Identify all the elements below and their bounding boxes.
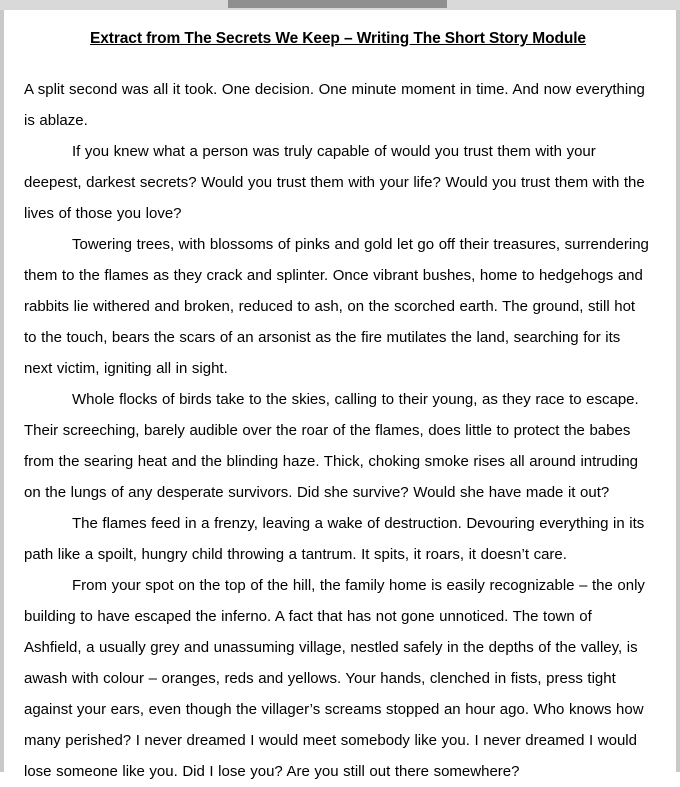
paragraph-5: The flames feed in a frenzy, leaving a wake of destruction. Devouring everything in its path like a spoilt, hungry child throwing a tantrum. It spits, it roars, it doesn’t care. xyxy=(24,515,645,563)
paragraph-3: Towering trees, with blossoms of pinks and gold let go off their treasures, surrendering them to the flames as they crack and splinter. Once vibrant bushes, home to hedgehogs and rabbits lie withered and broken, reduced to ash, on the scorched earth. The ground, still hot to the touch, bears the scars of an arsonist as the fire mutilates the land, searching for its next victim, igniting all in sight. xyxy=(24,236,649,377)
paragraph-1: A split second was all it took. One decision. One minute moment in time. And now everything is ablaze. xyxy=(24,81,645,129)
page-title: Extract from The Secrets We Keep – Writing The Short Story Module xyxy=(90,30,586,47)
ruler-selection-block xyxy=(228,0,447,8)
document-text xyxy=(24,74,652,787)
paragraph-4: Whole flocks of birds take to the skies, calling to their young, as they race to escape. Their screeching, barely audible over the roar of the flames, does little to protect the babes from the searing heat and the blinding haze. Thick, choking smoke rises all around intruding on the lungs of any desperate survivors. Did she survive? Would she have made it out? xyxy=(24,391,639,501)
page-right-edge xyxy=(676,10,680,772)
paragraph-6: From your spot on the top of the hill, the family home is easily recognizable – the only building to have escaped the inferno. A fact that has not gone unnoticed. The town of Ashfield, a usually grey and unassuming village, nestled safely in the depths of the valley, is awash with colour – oranges, reds and yellows. Your hands, clenched in fists, press tight against your ears, even though the villager’s screams stopped an hour ago. Who knows how many perished? I never dreamed I would meet somebody like you. I never dreamed I would lose someone like you. Did I lose you? Are you still out there somewhere? xyxy=(24,577,645,780)
paragraph-2: If you knew what a person was truly capable of would you trust them with your deepest, darkest secrets? Would you trust them with your life? Would you trust them with the lives of those you love? xyxy=(24,143,645,222)
ruler-bar xyxy=(0,0,680,10)
document-body xyxy=(4,10,676,780)
